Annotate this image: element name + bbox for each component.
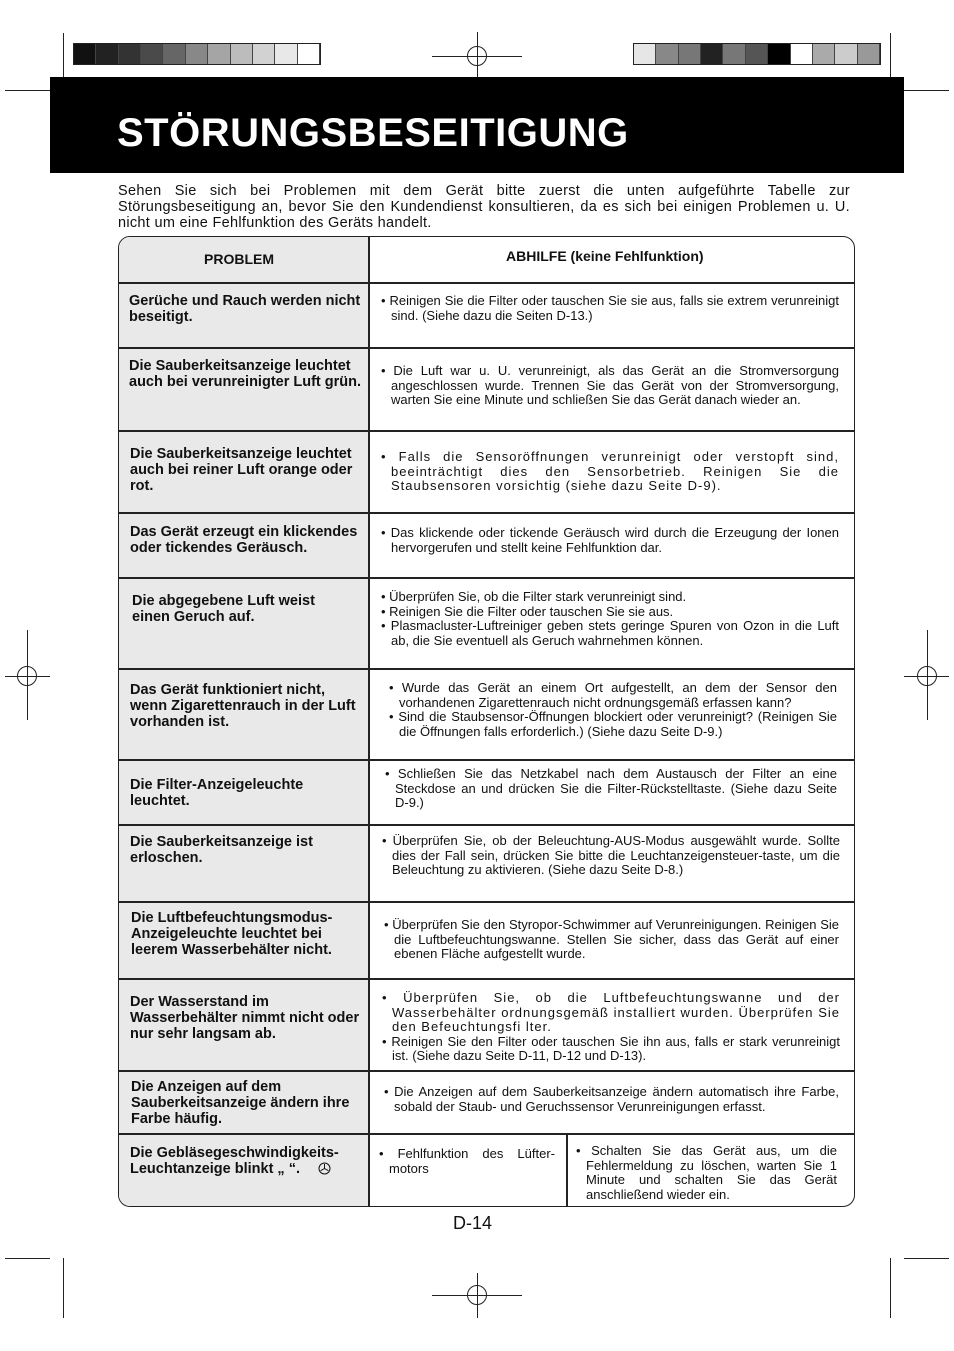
intro-text: Sehen Sie sich bei Problemen mit dem Gerät bitte zuerst die unten aufgeführte Tabelle zur Störungsbeseitigung an, bevor Sie den Kundendienst konsultieren, da es sich bei einigen Problemen u. U. nicht um eine Fehlfunktion des Geräts handelt.	[118, 183, 850, 231]
remedy-cell	[389, 681, 837, 739]
row-divider	[119, 512, 854, 514]
problem-cell: Das Gerät erzeugt ein klickendes oder tickendes Geräusch.	[130, 524, 358, 556]
cause-item: • Fehlfunktion des Lüfter-motors	[379, 1146, 555, 1176]
crop-mark	[5, 1258, 50, 1259]
registration-line	[477, 1273, 478, 1318]
remedy-cell	[381, 450, 839, 494]
remedy-item: • Die Luft war u. U. verunreinigt, als das Gerät an die Stromversorgung angeschlossen wurde. Trennen Sie das Gerät von der Stromversorgung, warten Sie eine Minute und schließen Sie das Gerät danach wieder an.	[381, 363, 839, 407]
header-remedy: ABHILFE (keine Fehlfunktion)	[506, 248, 704, 264]
crop-mark	[5, 90, 50, 91]
remedy-cell	[576, 1144, 837, 1202]
column-divider	[368, 237, 370, 1206]
header-problem: PROBLEM	[204, 251, 274, 267]
remedy-cell	[384, 918, 839, 962]
row-divider	[119, 1070, 854, 1072]
remedy-item: • Sind die Staubsensor-Öffnungen blockiert oder verunreinigt? (Reinigen Sie die Öffnungen falls erforderlich.) (Siehe dazu Seite D-9.)	[389, 709, 837, 739]
remedy-item: • Plasmacluster-Luftreiniger geben stets geringe Spuren von Ozon in die Luft ab, die Sie eventuell als Geruch wahrnehmen können.	[381, 618, 839, 648]
remedy-item: • Schließen Sie das Netzkabel nach dem Austausch der Filter an eine Steckdose an und drücken Sie die Filter-Rückstelltaste. (Siehe dazu Seite D-9.)	[385, 766, 837, 810]
cause-cell	[379, 1147, 555, 1176]
remedy-cell	[381, 364, 839, 408]
remedy-item: • Schalten Sie das Gerät aus, um die Fehlermeldung zu löschen, warten Sie 1 Minute und schalten Sie das Gerät anschließend wieder ein.	[576, 1143, 837, 1202]
remedy-cell	[384, 1085, 839, 1114]
row-divider	[119, 1133, 854, 1135]
crop-mark	[904, 1258, 949, 1259]
crop-mark	[63, 1258, 64, 1318]
problem-text: Die Gebläsegeschwindigkeits-Leuchtanzeige blinkt „ “.	[130, 1145, 339, 1177]
remedy-cell	[381, 526, 839, 555]
problem-cell: Der Wasserstand im Wasserbehälter nimmt nicht oder nur sehr langsam ab.	[130, 994, 360, 1042]
problem-cell: Die Sauberkeitsanzeige ist erloschen.	[130, 834, 313, 866]
row-divider	[119, 978, 854, 980]
problem-cell: Gerüche und Rauch werden nicht beseitigt.	[129, 293, 361, 325]
row-divider	[119, 668, 854, 670]
remedy-cell	[385, 767, 837, 811]
remedy-item: • Reinigen Sie den Filter oder tauschen Sie ihn aus, falls er stark verunreinigt ist. (Siehe dazu Seite D-11, D-12 und D-13).	[382, 1033, 840, 1063]
remedy-item: • Das klickende oder tickende Geräusch wird durch die Erzeugung der Ionen hervorgerufen und stellt keine Fehlfunktion dar.	[381, 525, 839, 555]
crop-mark	[890, 1258, 891, 1318]
remedy-item: • Überprüfen Sie den Styropor-Schwimmer auf Verunreinigungen. Reinigen Sie die Luftbefeuchtungswanne. Stellen Sie sicher, dass das Gerät auf einer ebenen Fläche aufgestellt wurde.	[384, 917, 839, 961]
registration-line	[477, 32, 478, 77]
column-divider	[566, 1133, 568, 1207]
remedy-cell	[381, 294, 839, 323]
remedy-item: • Die Anzeigen auf dem Sauberkeitsanzeige ändern automatisch ihre Farbe, sobald der Staub- und Geruchssensor Verunreinigungen erfasst.	[384, 1084, 839, 1114]
problem-cell: Die Sauberkeitsanzeige leuchtet auch bei verunreinigter Luft grün.	[129, 358, 362, 390]
row-divider	[119, 347, 854, 349]
remedy-item: • Überprüfen Sie, ob die Luftbefeuchtungswanne und der Wasserbehälter ordnungsgemäß installiert wurden. Überprüfen Sie den Befeuchtungsfi lter.	[382, 990, 840, 1034]
page-title: STÖRUNGSBESEITIGUNG	[117, 111, 629, 155]
troubleshooting-table	[118, 236, 855, 1207]
remedy-cell	[381, 590, 839, 648]
problem-cell: Das Gerät funktioniert nicht, wenn Zigarettenrauch in der Luft vorhanden ist.	[130, 682, 356, 730]
row-divider	[119, 430, 854, 432]
row-divider	[119, 577, 854, 579]
fan-speed-icon	[318, 1162, 331, 1175]
remedy-cell	[382, 834, 840, 878]
remedy-cell	[382, 991, 840, 1064]
color-bar-left	[73, 43, 321, 65]
problem-cell: Die Sauberkeitsanzeige leuchtet auch bei reiner Luft orange oder rot.	[130, 446, 353, 494]
registration-line	[927, 630, 928, 720]
remedy-item: • Wurde das Gerät an einem Ort aufgestellt, an dem der Sensor den vorhandenen Zigarettenrauch nicht ordnungsgemäß erfassen kann?	[389, 680, 837, 710]
page-number: D-14	[453, 1213, 493, 1233]
row-divider	[119, 759, 854, 761]
remedy-item: • Überprüfen Sie, ob der Beleuchtung-AUS-Modus ausgewählt wurde. Sollte dies der Fall sein, drücken Sie bitte die Leuchtanzeigensteuer-taste, um die Beleuchtung zu aktivieren. (Siehe dazu Seite D-8.)	[382, 833, 840, 877]
remedy-item: • Falls die Sensoröffnungen verunreinigt oder verstopft sind, beeinträchtigt dies den Sensorbetrieb. Reinigen Sie die Staubsensoren vorsichtig (siehe dazu Seite D-9).	[381, 449, 839, 493]
row-divider	[119, 824, 854, 826]
row-divider	[119, 901, 854, 903]
remedy-item: • Reinigen Sie die Filter oder tauschen Sie sie aus, falls sie extrem verunreinigt sind. (Siehe dazu die Seiten D-13.)	[381, 293, 839, 323]
problem-cell: Die Luftbefeuchtungsmodus-Anzeigeleuchte leuchtet bei leerem Wasserbehälter nicht.	[131, 910, 333, 958]
remedy-item: • Überprüfen Sie, ob die Filter stark verunreinigt sind.	[381, 589, 687, 604]
color-bar-right	[633, 43, 881, 65]
row-divider	[119, 282, 854, 284]
problem-cell	[130, 1145, 366, 1177]
problem-cell: Die Anzeigen auf dem Sauberkeitsanzeige ändern ihre Farbe häufig.	[131, 1079, 350, 1127]
title-band	[50, 77, 904, 173]
remedy-item: • Reinigen Sie die Filter oder tauschen Sie sie aus.	[381, 603, 674, 619]
registration-line	[27, 630, 28, 720]
crop-mark	[904, 90, 949, 91]
problem-cell: Die Filter-Anzeigeleuchte leuchtet.	[130, 777, 304, 809]
problem-cell: Die abgegebene Luft weist einen Geruch auf.	[132, 593, 315, 625]
